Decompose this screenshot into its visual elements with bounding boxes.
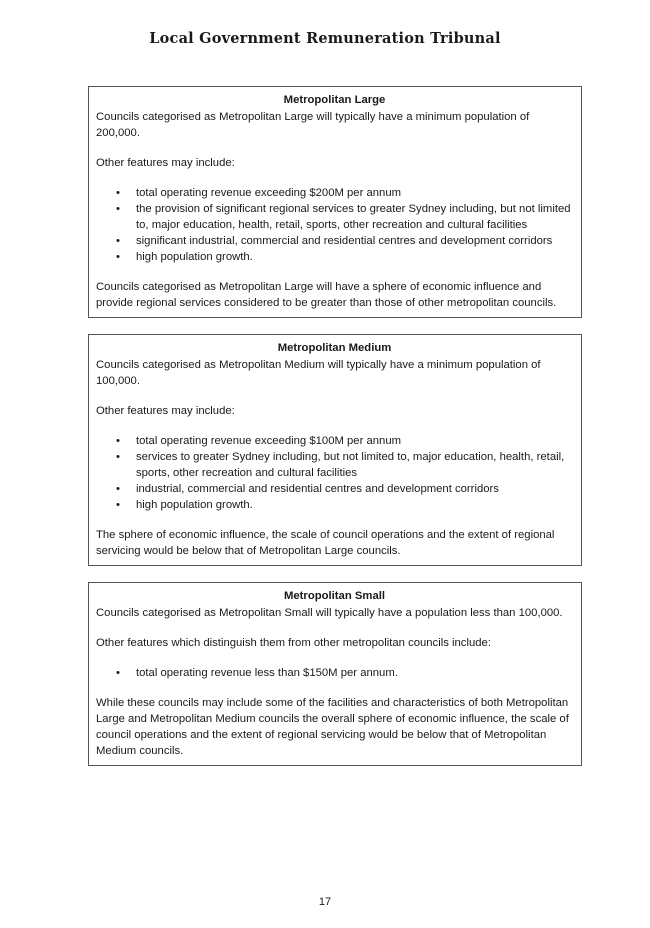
list-item-text: services to greater Sydney including, but not limited to, major education, health, retail, sports, other recreation and cultural facilities — [136, 451, 565, 479]
bullet-icon: • — [116, 203, 120, 215]
metropolitan-large-box — [88, 86, 582, 318]
list-item-text: total operating revenue exceeding $200M per annum — [136, 187, 402, 199]
section-conclusion: Councils categorised as Metropolitan Large will have a sphere of economic influence and provide regional services considered to be greater than those of other metropolitan councils. — [96, 281, 557, 309]
list-item-text: industrial, commercial and residential centres and development corridors — [136, 483, 499, 495]
bullet-icon: • — [116, 235, 120, 247]
bullet-icon: • — [116, 483, 120, 495]
list-item — [96, 249, 573, 265]
list-item-text: high population growth. — [136, 499, 253, 511]
list-item-text: significant industrial, commercial and residential centres and development corridors — [136, 235, 553, 247]
metropolitan-small-box — [88, 582, 582, 766]
list-item — [96, 481, 573, 497]
section-intro: Councils categorised as Metropolitan Medium will typically have a minimum population of 100,000. — [96, 359, 541, 387]
bullet-icon: • — [116, 499, 120, 511]
metropolitan-medium-box — [88, 334, 582, 566]
section-intro: Councils categorised as Metropolitan Large will typically have a minimum population of 200,000. — [96, 111, 530, 139]
list-item — [96, 433, 573, 449]
section-conclusion: While these councils may include some of the facilities and characteristics of both Metropolitan Large and Metropolitan Medium councils the overall sphere of economic influence, the scale of council operations and the extent of regional servicing would be below that of Metropolitan Medium councils. — [96, 697, 569, 757]
section-title: Metropolitan Medium — [277, 342, 392, 354]
bullet-icon: • — [116, 451, 120, 463]
list-item — [96, 185, 573, 201]
list-item — [96, 497, 573, 513]
features-intro: Other features which distinguish them from other metropolitan councils include: — [96, 637, 491, 649]
list-item-text: total operating revenue less than $150M per annum. — [136, 667, 398, 679]
list-item — [96, 233, 573, 249]
features-list — [96, 665, 573, 681]
list-item-text: total operating revenue exceeding $100M per annum — [136, 435, 402, 447]
list-item-text: the provision of significant regional services to greater Sydney including, but not limited to, major education, health, retail, sports, other recreation and cultural facilities — [136, 203, 571, 231]
bullet-icon: • — [116, 187, 120, 199]
page-number: 17 — [318, 896, 332, 908]
section-title: Metropolitan Large — [283, 94, 386, 106]
list-item — [96, 201, 573, 233]
features-intro: Other features may include: — [96, 157, 235, 169]
list-item-text: high population growth. — [136, 251, 253, 263]
features-list — [96, 185, 573, 265]
list-item — [96, 449, 573, 481]
page-header-title: Local Government Remuneration Tribunal — [149, 30, 501, 47]
list-item — [96, 665, 573, 681]
section-intro: Councils categorised as Metropolitan Small will typically have a population less than 100,000. — [96, 607, 563, 619]
section-conclusion: The sphere of economic influence, the scale of council operations and the extent of regional servicing would be below that of Metropolitan Large councils. — [96, 529, 555, 557]
bullet-icon: • — [116, 251, 120, 263]
bullet-icon: • — [116, 667, 120, 679]
features-intro: Other features may include: — [96, 405, 235, 417]
section-title: Metropolitan Small — [283, 590, 386, 602]
bullet-icon: • — [116, 435, 120, 447]
features-list — [96, 433, 573, 513]
